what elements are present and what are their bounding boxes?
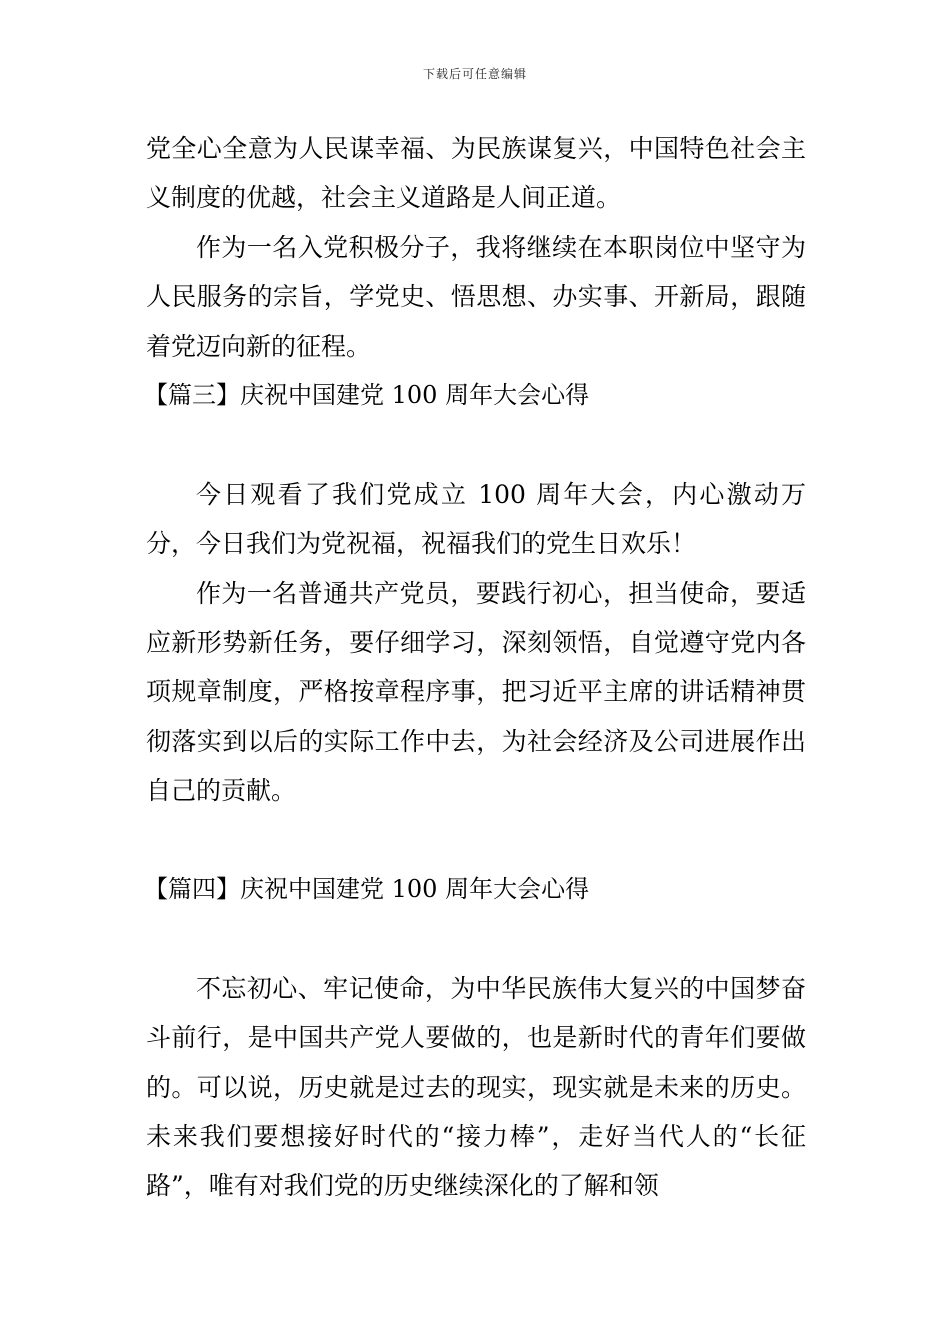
paragraph-3: 今日观看了我们党成立 100 周年大会，内心激动万分，今日我们为党祝福，祝福我们的党生日欢乐！ bbox=[146, 479, 806, 559]
section-heading-3: 【篇三】庆祝中国建党 100 周年大会心得 bbox=[144, 381, 590, 410]
paragraph-2: 作为一名入党积极分子，我将继续在本职岗位中坚守为人民服务的宗旨，学党史、悟思想、办实事、开新局，跟随着党迈向新的征程。 bbox=[146, 232, 806, 361]
paragraph-1: 党全心全意为人民谋幸福、为民族谋复兴，中国特色社会主义制度的优越，社会主义道路是人间正道。 bbox=[146, 134, 806, 213]
document-body bbox=[146, 124, 806, 1211]
paragraph-4: 作为一名普通共产党员，要践行初心，担当使命，要适应新形势新任务，要仔细学习，深刻领悟，自觉遵守党内各项规章制度，严格按章程序事，把习近平主席的讲话精神贯彻落实到以后的实际工作中去，为社会经济及公司进展作出自己的贡献。 bbox=[146, 578, 806, 806]
page-header: 下载后可任意编辑 bbox=[422, 67, 527, 81]
spacer bbox=[146, 914, 806, 963]
spacer bbox=[146, 420, 806, 469]
section-heading-4: 【篇四】庆祝中国建党 100 周年大会心得 bbox=[144, 875, 590, 904]
paragraph-5: 不忘初心、牢记使命，为中华民族伟大复兴的中国梦奋斗前行，是中国共产党人要做的，也是新时代的青年们要做的。可以说，历史就是过去的现实，现实就是未来的历史。未来我们要想接好时代的“接力棒”，走好当代人的“长征路”，唯有对我们党的历史继续深化的了解和领 bbox=[146, 973, 806, 1201]
spacer bbox=[146, 816, 806, 865]
